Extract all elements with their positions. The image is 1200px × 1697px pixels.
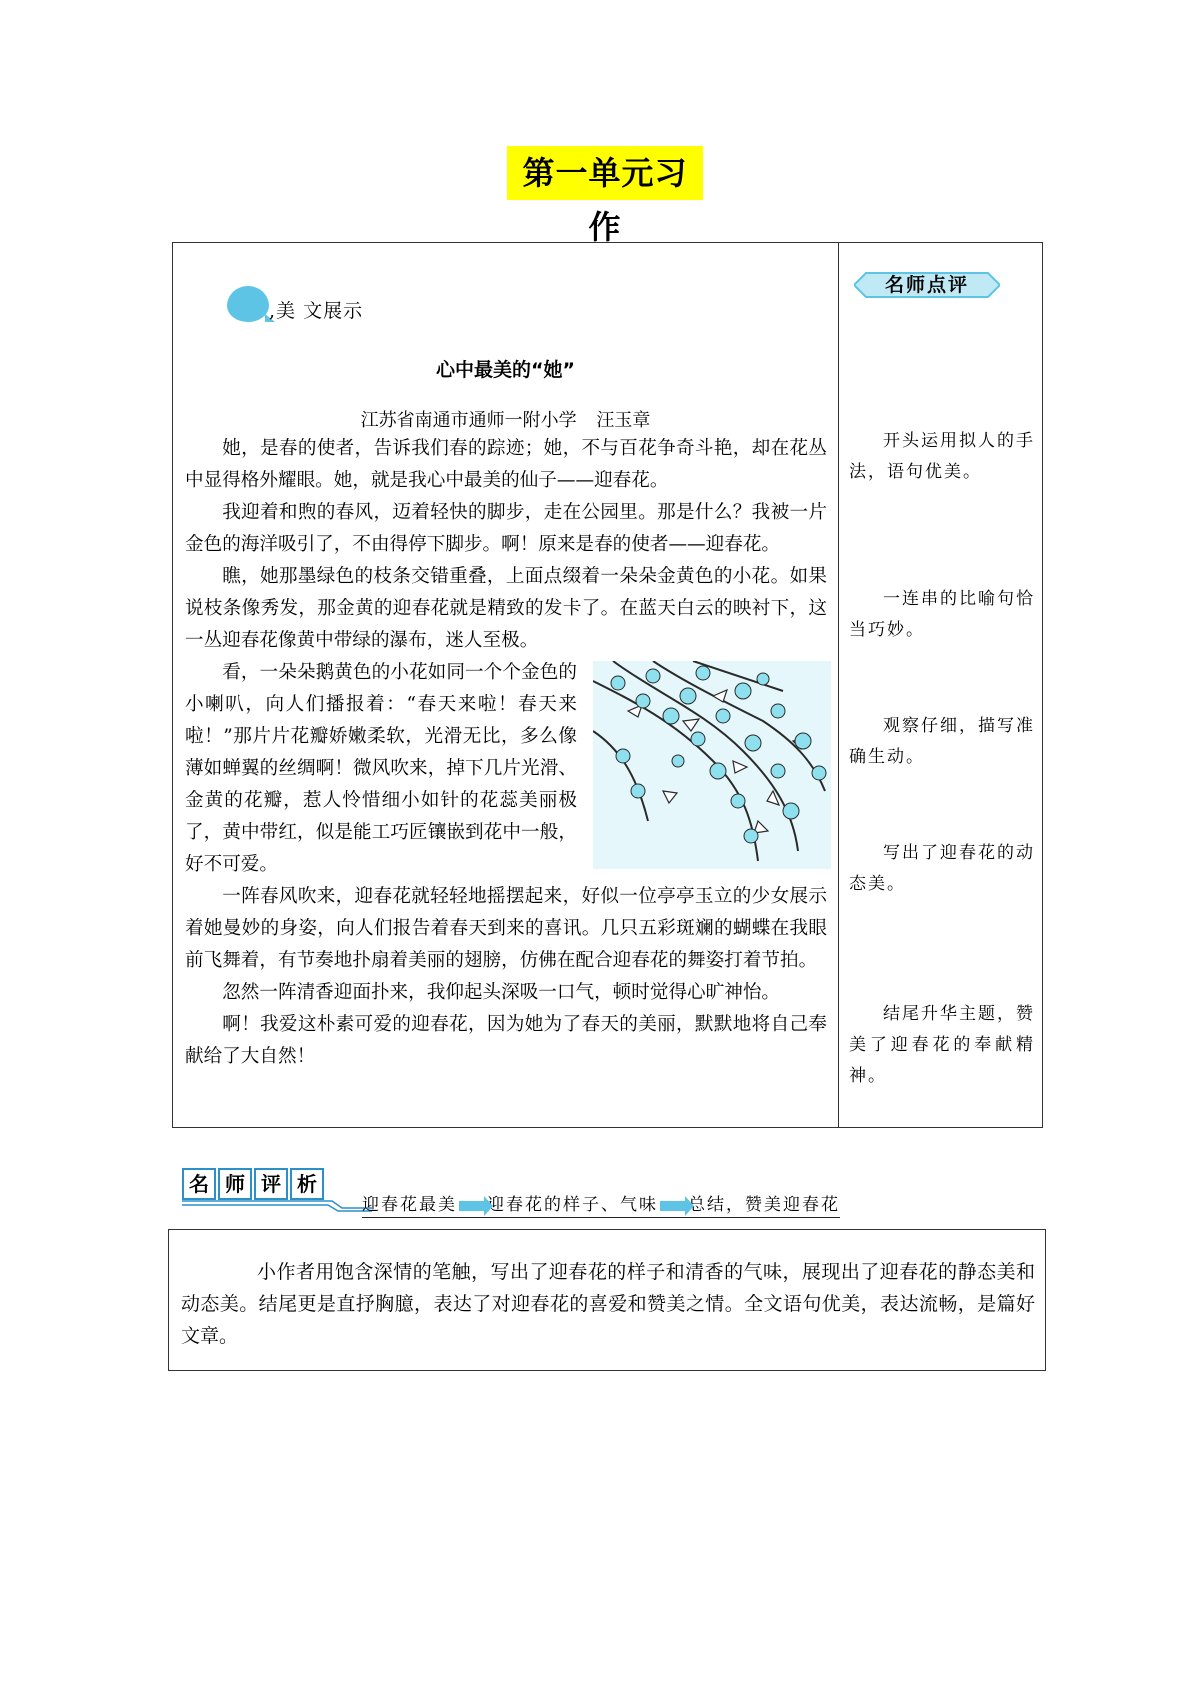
review-comment-text: 写出了迎春花的动态美。 bbox=[849, 843, 1035, 894]
essay-paragraph: 看，一朵朵鹅黄色的小花如同一个个金色的小喇叭，向人们播报着：“春天来啦！春天来啦！”那片片花瓣娇嫩柔软，光滑无比，多么像薄如蝉翼的丝绸啊！微风吹来，掉下几片光滑、金黄的花瓣，惹人怜惜细小如针的花蕊美丽极了，黄中带红，似是能工巧匠镶嵌到花中一般，好不可爱。 bbox=[185, 662, 577, 875]
review-comment-text: 一连串的比喻句恰当巧妙。 bbox=[849, 589, 1035, 640]
essay-paragraph: 我迎着和煦的春风，迈着轻快的脚步，走在公园里。那是什么？我被一片金色的海洋吸引了，不由得停下脚步。啊！原来是春的使者——迎春花。 bbox=[185, 502, 827, 555]
essay-paragraph: 忽然一阵清香迎面扑来，我仰起头深吸一口气，顿时觉得心旷神怡。 bbox=[222, 982, 781, 1003]
structure-flow bbox=[362, 1190, 840, 1218]
essay-table bbox=[172, 242, 1043, 1128]
review-comment bbox=[849, 838, 1035, 900]
review-banner-label: 名师点评 bbox=[884, 274, 969, 296]
analysis-tag-char: 师 bbox=[218, 1168, 252, 1200]
review-comment bbox=[849, 584, 1035, 646]
review-comment bbox=[849, 999, 1035, 1092]
analysis-box bbox=[168, 1229, 1046, 1371]
essay-paragraph: 啊！我爱这朴素可爱的迎春花，因为她为了春天的美丽，默默地将自己奉献给了大自然！ bbox=[185, 1014, 827, 1067]
right-arrow-icon bbox=[459, 1201, 485, 1211]
essay-paragraph: 一阵春风吹来，迎春花就轻轻地摇摆起来，好似一位亭亭玉立的少女展示着她曼妙的身姿，向人们报告着春天到来的喜讯。几只五彩斑斓的蝴蝶在我眼前飞舞着，有节奏地扑扇着美丽的翅膀，仿佛在配合迎春花的舞姿打着节拍。 bbox=[185, 886, 827, 971]
review-banner bbox=[854, 267, 1000, 303]
analysis-deco-lines bbox=[182, 1198, 372, 1212]
page-title: 第一单元习作 bbox=[507, 146, 703, 200]
analysis-tag bbox=[182, 1168, 326, 1198]
right-arrow-icon bbox=[660, 1201, 686, 1211]
analysis-text: 小作者用饱含深情的笔触，写出了迎春花的样子和清香的气味，展现出了迎春花的静态美和动态美。结尾更是直抒胸臆，表达了对迎春花的喜爱和赞美之情。全文语句优美，表达流畅，是篇好文章。 bbox=[181, 1261, 1035, 1347]
review-comment bbox=[849, 711, 1035, 773]
review-comment-text: 观察仔细，描写准确生动。 bbox=[849, 716, 1035, 767]
flow-step: 迎春花最美 bbox=[362, 1195, 457, 1215]
speech-bubble-icon bbox=[227, 286, 269, 322]
review-comment-text: 开头运用拟人的手法，语句优美。 bbox=[849, 431, 1035, 482]
essay-author: 江苏省南通市通师一附小学 汪玉章 bbox=[360, 410, 651, 431]
essay-title: 心中最美的“她” bbox=[436, 359, 575, 381]
essay-paragraph: 她，是春的使者，告诉我们春的踪迹；她，不与百花争奇斗艳，却在花丛中显得格外耀眼。她，就是我心中最美的仙子——迎春花。 bbox=[185, 438, 827, 491]
analysis-tag-char: 名 bbox=[182, 1168, 216, 1200]
analysis-header bbox=[182, 1168, 902, 1215]
section-label: ,美 文展示 bbox=[269, 300, 364, 322]
analysis-tag-char: 评 bbox=[254, 1168, 288, 1200]
column-divider bbox=[838, 243, 839, 1127]
spring-blossom-illustration bbox=[593, 661, 831, 869]
analysis-tag-char: 析 bbox=[290, 1168, 324, 1200]
flow-step: 总结，赞美迎春花 bbox=[688, 1195, 840, 1215]
flow-step: 迎春花的样子、气味 bbox=[487, 1195, 658, 1215]
essay-body bbox=[185, 433, 827, 1073]
essay-paragraph: 瞧，她那墨绿色的枝条交错重叠，上面点缀着一朵朵金黄色的小花。如果说枝条像秀发，那金黄的迎春花就是精致的发卡了。在蓝天白云的映衬下，这一丛迎春花像黄中带绿的瀑布，迷人至极。 bbox=[185, 566, 827, 651]
review-comment-text: 结尾升华主题，赞美了迎春花的奉献精神。 bbox=[849, 1004, 1035, 1086]
review-comment bbox=[849, 426, 1035, 488]
